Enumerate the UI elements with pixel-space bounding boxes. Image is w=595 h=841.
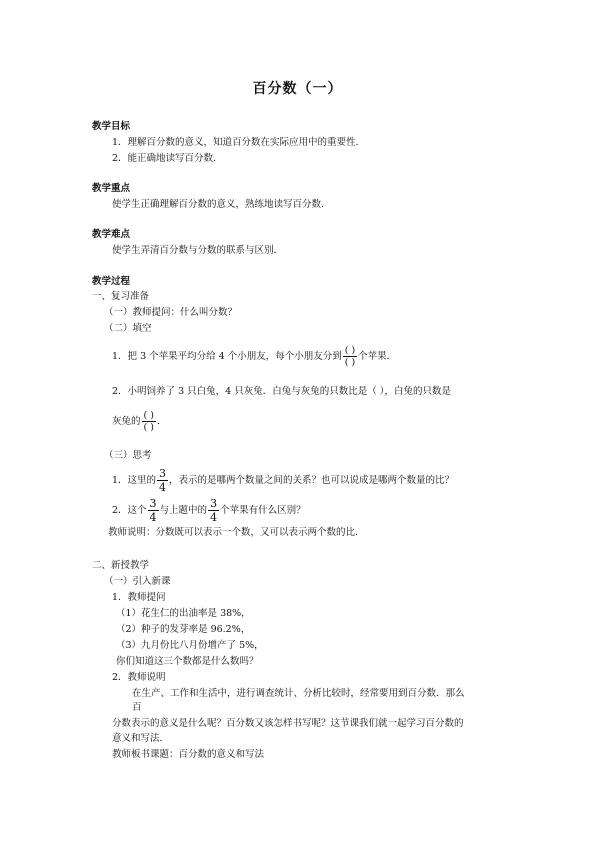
think-1-text-b: ，表示的是哪两个数量之间的关系？也可以说成是哪两个数量的比？ [169, 475, 455, 486]
explain-label: 2．教师说明 [112, 672, 166, 683]
ask-label: 1．教师提问 [112, 592, 166, 603]
process-heading: 教学过程 [92, 276, 131, 287]
teacher-explain: 教师说明：分数既可以表示一个数，又可以表示两个数的比． [108, 527, 365, 538]
intro-label: （一）引入新课 [104, 576, 171, 587]
fill-item-2-cont [112, 410, 166, 434]
fraction-denominator: 4 [159, 481, 167, 494]
fill-item-1 [112, 345, 396, 369]
fraction-three-quarters-a [148, 497, 159, 524]
goal-item-2: 2．能正确地读写百分数． [112, 153, 223, 164]
fraction-a-denominator: 4 [149, 511, 157, 524]
fill-item-1-text-b: 个苹果． [358, 351, 397, 362]
fraction-numerator: 3 [159, 467, 167, 480]
goals-heading: 教学目标 [92, 121, 131, 132]
ask-question: 你们知道这三个数都是什么数吗？ [116, 656, 259, 667]
key-text: 使学生正确理解百分数的意义，熟练地读写百分数． [112, 199, 331, 210]
explain-line-3: 分数表示的意义是什么呢？百分数又该怎样书写呢？这节课我们就一起学习百分数的 [112, 718, 464, 729]
goal-item-1: 1．理解百分数的意义，知道百分数在实际应用中的重要性． [112, 137, 366, 148]
page-title: 百分数（一） [252, 81, 343, 97]
fill-item-2: 2．小明饲养了 3 只白兔，4 只灰兔．白兔与灰兔的只数比是（ ），白兔的只数是 [112, 386, 451, 397]
think-label: （三）思考 [104, 450, 152, 461]
fraction-three-quarters-b [208, 497, 219, 524]
blank-denominator: ( ) [344, 357, 356, 368]
fill-item-1-text-a: 1．把 3 个苹果平均分给 4 个小朋友，每个小朋友分到 [112, 351, 342, 362]
difficulty-text: 使学生弄清百分数与分数的联系与区别． [112, 245, 284, 256]
explain-line-1: 在生产、工作和生活中，进行调查统计、分析比较时，经常要用到百分数．那么 [132, 688, 465, 699]
fraction-three-quarters [157, 467, 168, 494]
think-item-2 [112, 497, 306, 524]
blank-fraction [343, 345, 357, 368]
ask-item-3: （3）九月份比八月份增产了 5%， [116, 640, 264, 651]
blank-denominator-2: ( ) [143, 422, 154, 433]
blank-numerator: ( ) [344, 345, 356, 356]
part2-label: 二、新授教学 [92, 560, 150, 571]
blank-numerator-2: ( ) [143, 410, 154, 421]
fraction-b-denominator: 4 [210, 511, 218, 524]
key-heading: 教学重点 [92, 183, 131, 194]
fill-item-2-text-b: 灰兔的 [112, 416, 141, 427]
ask-item-1: （1）花生仁的出油率是 38%， [116, 608, 251, 619]
blank-fraction-2 [142, 410, 156, 433]
explain-line-4: 意义和写法． [112, 733, 170, 744]
think-2-text-b: 与上题中的 [159, 505, 208, 516]
think-2-text-c: 个苹果有什么区别？ [220, 505, 306, 516]
fraction-a-numerator: 3 [149, 497, 157, 510]
part1-question: （一）教师提问：什么叫分数？ [104, 307, 238, 318]
fill-item-2-text-c: ． [156, 416, 167, 427]
think-item-1 [112, 467, 454, 494]
ask-item-2: （2）种子的发芽率是 96.2%， [116, 624, 251, 635]
board-title: 教师板书课题：百分数的意义和写法 [112, 749, 265, 760]
think-2-text-a: 2．这个 [112, 505, 147, 516]
part1-label: 一、复习准备 [92, 291, 150, 302]
think-1-text-a: 1．这里的 [112, 475, 157, 486]
explain-line-2: 百 [132, 702, 142, 713]
fill-label: （二）填空 [104, 323, 152, 334]
difficulty-heading: 教学难点 [92, 229, 131, 240]
fraction-b-numerator: 3 [210, 497, 218, 510]
